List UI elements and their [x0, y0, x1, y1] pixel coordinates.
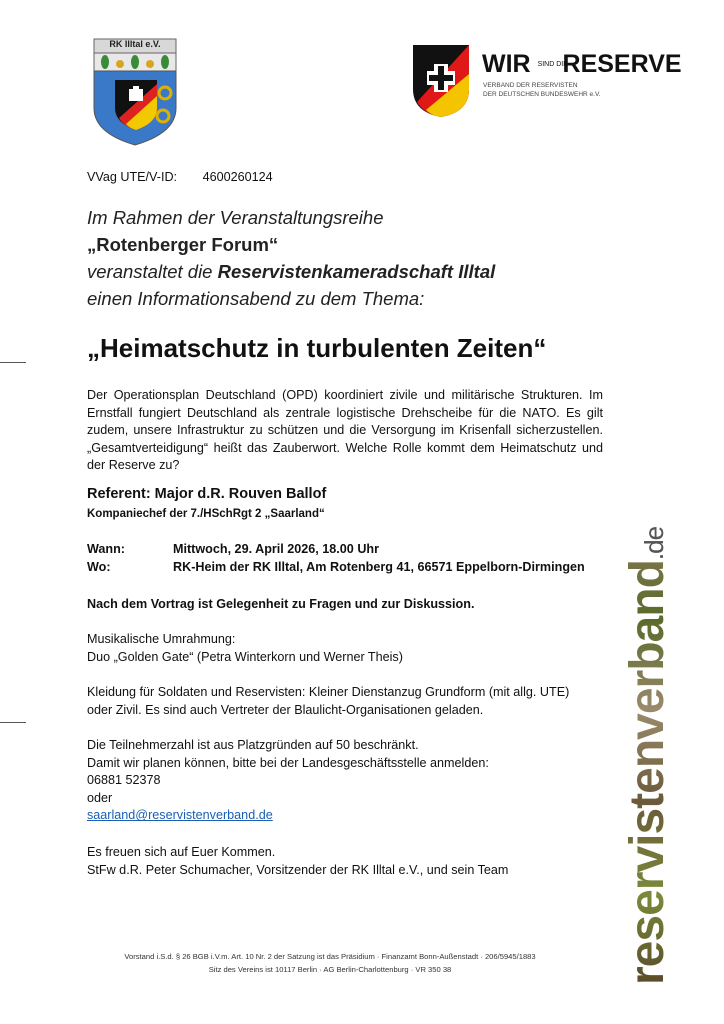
- when-row: [87, 541, 379, 559]
- event-id: [87, 169, 273, 187]
- intro: [87, 204, 495, 312]
- speaker-name: Referent: Major d.R. Rouven Ballof: [87, 486, 327, 502]
- shield-icon: [412, 44, 470, 118]
- speaker-role: Kompaniechef der 7./HSchRgt 2 „Saarland“: [87, 508, 325, 520]
- rk-illtal-logo-text: RK Illtal e.V.: [109, 39, 161, 49]
- logo-title-sind-die: SIND DIE: [537, 61, 568, 69]
- intro-line-3a: veranstaltet die: [87, 261, 218, 282]
- event-id-value: 4600260124: [202, 170, 273, 184]
- dress-line-2: oder Zivil. Es sind auch Vertreter der Blaulicht-Organisationen geladen.: [87, 702, 484, 717]
- intro-line-2: „Rotenberger Forum“: [87, 234, 279, 255]
- where-row: [87, 559, 585, 577]
- closing-signature: StFw d.R. Peter Schumacher, Vorsitzender der RK Illtal e.V., und sein Team: [87, 862, 509, 877]
- rk-illtal-logo: [93, 38, 177, 146]
- footer: [80, 950, 580, 976]
- side-brand-text: [620, 527, 675, 985]
- logo-sub-2: DER DEUTSCHEN BUNDESWEHR e.V.: [483, 91, 601, 98]
- event-title: „Heimatschutz in turbulenten Zeiten“: [87, 333, 547, 363]
- registration-or: oder: [87, 790, 113, 805]
- where-label: Wo:: [87, 560, 111, 574]
- registration-line-1: Die Teilnehmerzahl ist aus Platzgründen auf 50 beschränkt.: [87, 738, 419, 752]
- registration: [87, 737, 489, 825]
- music-performers: Duo „Golden Gate“ (Petra Winterkorn und Werner Theis): [87, 649, 403, 664]
- event-id-label: VVag UTE/V-ID:: [87, 170, 178, 184]
- intro-line-3: [87, 258, 495, 285]
- logo-title-reserve: RESERVE: [562, 50, 682, 78]
- side-brand-tld: .de: [639, 526, 669, 561]
- footer-line-2: Sitz des Vereins ist 10117 Berlin · AG Berlin-Charlottenburg · VR 350 38: [208, 965, 452, 974]
- registration-line-2: Damit wir planen können, bitte bei der Landesgeschäftsstelle anmelden:: [87, 755, 489, 770]
- organizer-name: Reservistenkameradschaft Illtal: [217, 261, 496, 282]
- music-label: Musikalische Umrahmung:: [87, 632, 236, 646]
- event-description: Der Operationsplan Deutschland (OPD) koordiniert zivile und militärische Strukturen. Im Ernstfall fungiert Deutschland als zentrale logistische Drehscheibe für die NATO. Es gilt zudem, unsere Infrastruktur zu schützen und die Versorgung im Krisenfall sicherzustellen. „Gesamtverteidigung“ heißt das Zauberwort. Welche Rolle kommt dem Heimatschutz und der Reserve zu?: [87, 388, 603, 473]
- intro-line-1: Im Rahmen der Veranstaltungsreihe: [87, 207, 384, 228]
- music: [87, 631, 403, 666]
- intro-line-4: einen Informationsabend zu dem Thema:: [87, 288, 425, 309]
- closing: [87, 844, 508, 879]
- registration-email-link[interactable]: saarland@reservistenverband.de: [87, 808, 273, 823]
- when-value: Mittwoch, 29. April 2026, 18.00 Uhr: [173, 542, 380, 556]
- footer-line-1: Vorstand i.S.d. § 26 BGB i.V.m. Art. 10 Nr. 2 der Satzung ist das Präsidium · Finanzamt Bonn-Außenstadt · 206/5945/1883: [124, 952, 536, 961]
- side-brand-main: reservistenverband: [621, 560, 674, 985]
- dress-code: [87, 684, 569, 719]
- fold-mark: [0, 722, 26, 723]
- logo-sub-1: VERBAND DER RESERVISTEN: [483, 82, 578, 89]
- closing-line-1: Es freuen sich auf Euer Kommen.: [87, 845, 276, 859]
- registration-phone: 06881 52378: [87, 773, 161, 788]
- fold-mark: [0, 362, 26, 363]
- discussion-note: Nach dem Vortrag ist Gelegenheit zu Fragen und zur Diskussion.: [87, 597, 475, 611]
- dress-line-1: Kleidung für Soldaten und Reservisten: Kleiner Dienstanzug Grundform (mit allg. UTE): [87, 685, 570, 699]
- wir-sind-die-reserve-logo: [412, 44, 682, 120]
- where-value: RK-Heim der RK Illtal, Am Rotenberg 41, 66571 Eppelborn-Dirmingen: [173, 560, 585, 574]
- logo-title-wir: WIR: [482, 50, 531, 78]
- when-label: Wann:: [87, 542, 126, 556]
